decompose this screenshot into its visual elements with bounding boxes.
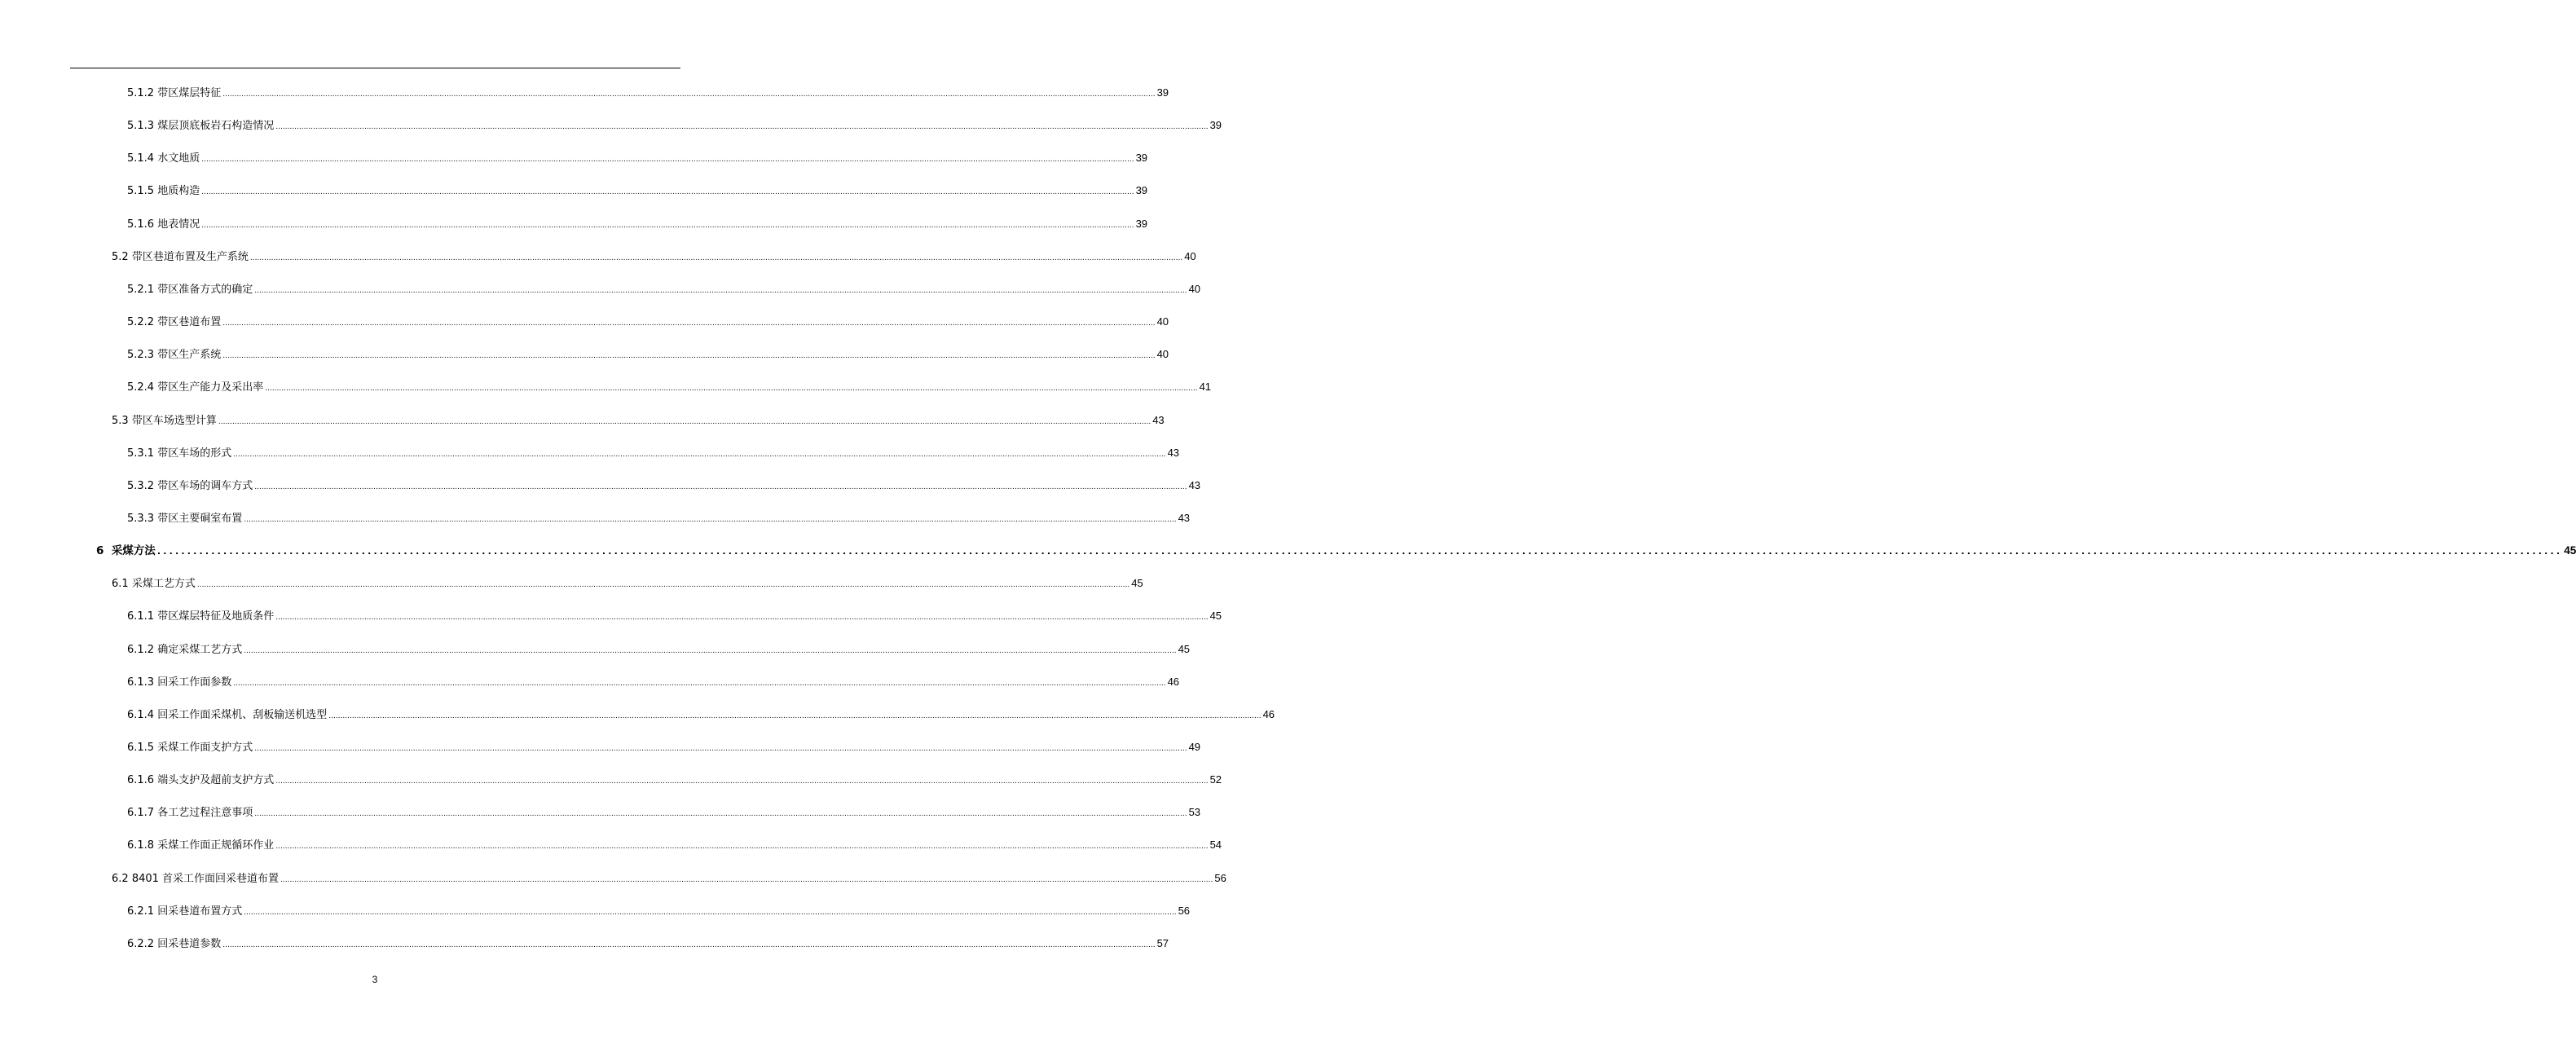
- dot-leader: ................................................................................................................................................................................................................................................................................................................................................................................................................: [280, 876, 1213, 884]
- toc-entry-page: 41: [1199, 381, 1212, 393]
- toc-entry[interactable]: [127, 477, 1201, 495]
- toc-entry-title: 水文地质: [157, 152, 200, 165]
- toc-entry-number: 5.2.3: [127, 349, 155, 361]
- toc-entry[interactable]: [127, 771, 1222, 789]
- toc-entry[interactable]: [112, 869, 1226, 887]
- toc-entry-page: 39: [1135, 218, 1148, 230]
- toc-entry-number: 6.2.1: [127, 905, 155, 918]
- dot-leader: ................................................................................................................................................................................................................................................................................................................................................................................................................: [196, 581, 1130, 589]
- toc-entry-title: 回采巷道参数: [157, 938, 222, 950]
- dot-leader: ................................................................................................................................................................................................................................................................................................................................................................................................................: [156, 546, 2563, 557]
- toc-entry[interactable]: [127, 738, 1201, 756]
- toc-entry-page: 45: [1209, 610, 1222, 622]
- dot-leader: ................................................................................................................................................................................................................................................................................................................................................................................................................: [244, 516, 1177, 524]
- toc-entry-number: 6.1.6: [127, 774, 155, 786]
- toc-entry-page: 56: [1178, 905, 1191, 917]
- toc-entry-title: 带区车场的形式: [157, 447, 232, 460]
- dot-leader: ................................................................................................................................................................................................................................................................................................................................................................................................................: [222, 941, 1156, 949]
- toc-entry[interactable]: [127, 803, 1201, 821]
- dot-leader: ................................................................................................................................................................................................................................................................................................................................................................................................................: [201, 222, 1134, 230]
- toc-entry-title: 各工艺过程注意事项: [157, 807, 253, 819]
- dot-leader: ................................................................................................................................................................................................................................................................................................................................................................................................................: [328, 712, 1262, 720]
- toc-entry-page: 40: [1188, 283, 1201, 295]
- toc-entry-page: 39: [1135, 184, 1148, 196]
- toc-entry[interactable]: [127, 706, 1275, 724]
- toc-entry-page: 45: [1131, 577, 1143, 589]
- dot-leader: ................................................................................................................................................................................................................................................................................................................................................................................................................: [244, 647, 1177, 655]
- toc-entry-page: 39: [1209, 119, 1222, 131]
- toc-entry-page: 45: [2564, 544, 2576, 557]
- toc-entry[interactable]: [127, 902, 1191, 920]
- toc-entry-title: 带区准备方式的确定: [157, 284, 253, 296]
- dot-leader: ................................................................................................................................................................................................................................................................................................................................................................................................................: [254, 483, 1187, 491]
- toc-entry-page: 46: [1262, 708, 1275, 720]
- dot-leader: ................................................................................................................................................................................................................................................................................................................................................................................................................: [275, 614, 1209, 622]
- toc-entry-title: 采煤方法: [111, 544, 156, 557]
- toc-entry-number: 6.1.8: [127, 839, 155, 852]
- toc-entry-page: 57: [1156, 937, 1169, 949]
- toc-entry-title: 地质构造: [157, 185, 200, 197]
- toc-entry-page: 54: [1209, 839, 1222, 851]
- toc-entry[interactable]: [127, 607, 1222, 625]
- toc-entry-number: 6.1: [112, 578, 129, 590]
- toc-entry-number: 5.2: [112, 251, 129, 263]
- dot-leader: ................................................................................................................................................................................................................................................................................................................................................................................................................: [275, 843, 1209, 851]
- toc-entry[interactable]: [112, 575, 1143, 592]
- dot-leader: ................................................................................................................................................................................................................................................................................................................................................................................................................: [201, 188, 1134, 196]
- toc-entry-title: 确定采煤工艺方式: [157, 644, 243, 656]
- toc-entry-title: 带区主要硐室布置: [157, 513, 243, 525]
- dot-leader: ................................................................................................................................................................................................................................................................................................................................................................................................................: [233, 451, 1166, 459]
- toc-entry-page: 52: [1209, 773, 1222, 786]
- dot-leader: ................................................................................................................................................................................................................................................................................................................................................................................................................: [222, 319, 1156, 328]
- toc-entry-page: 39: [1135, 152, 1148, 164]
- toc-entry-number: 5.1.6: [127, 218, 155, 231]
- toc-entry-page: 43: [1167, 447, 1180, 459]
- toc-entry-title: 带区巷道布置及生产系统: [131, 251, 249, 263]
- toc-entry[interactable]: [127, 84, 1169, 102]
- toc-entry[interactable]: [112, 248, 1196, 266]
- toc-entry-number: 6.1.5: [127, 742, 155, 754]
- toc-entry-page: 40: [1156, 348, 1169, 360]
- dot-leader: ................................................................................................................................................................................................................................................................................................................................................................................................................: [254, 287, 1187, 295]
- toc-entry-page: 43: [1152, 414, 1165, 426]
- toc-entry-number: 6.1.4: [127, 709, 155, 721]
- toc-entry-number: 5.1.3: [127, 120, 155, 132]
- toc-entry-title: 端头支护及超前支护方式: [157, 774, 275, 786]
- toc-entry-title: 采煤工艺方式: [131, 578, 196, 590]
- toc-entry[interactable]: [127, 117, 1222, 134]
- toc-entry[interactable]: [127, 149, 1148, 167]
- toc-entry[interactable]: [127, 182, 1148, 200]
- toc-entry[interactable]: [96, 542, 2576, 560]
- dot-leader: ................................................................................................................................................................................................................................................................................................................................................................................................................: [254, 745, 1187, 753]
- dot-leader: ................................................................................................................................................................................................................................................................................................................................................................................................................: [254, 810, 1187, 818]
- toc-entry-title: 煤层顶底板岩石构造情况: [157, 120, 275, 132]
- toc-entry-number: 5.1.4: [127, 152, 155, 165]
- toc-entry-title: 地表情况: [157, 218, 200, 231]
- toc-entry-number: 5.3.1: [127, 447, 155, 460]
- toc-entry-page: 40: [1184, 250, 1196, 262]
- toc-entry[interactable]: [127, 346, 1169, 363]
- toc-entry-page: 53: [1188, 806, 1201, 818]
- toc-entry[interactable]: [127, 673, 1180, 691]
- toc-entry-page: 43: [1188, 479, 1201, 491]
- toc-entry[interactable]: [127, 641, 1191, 658]
- toc-entry[interactable]: [127, 935, 1169, 953]
- toc-entry[interactable]: [127, 378, 1212, 396]
- dot-leader: ................................................................................................................................................................................................................................................................................................................................................................................................................: [222, 90, 1156, 99]
- toc-entry-number: 5.3.3: [127, 513, 155, 525]
- dot-leader: ................................................................................................................................................................................................................................................................................................................................................................................................................: [265, 385, 1198, 393]
- toc-entry-title: 采煤工作面支护方式: [157, 742, 253, 754]
- page-number: 3: [372, 974, 378, 985]
- toc-entry-title: 带区生产能力及采出率: [157, 381, 264, 394]
- toc-entry-page: 46: [1167, 676, 1180, 688]
- toc-entry-page: 40: [1156, 315, 1169, 328]
- toc-entry-title: 带区巷道布置: [157, 316, 222, 328]
- dot-leader: ................................................................................................................................................................................................................................................................................................................................................................................................................: [222, 352, 1156, 360]
- toc-entry-number: 6.2: [112, 873, 129, 885]
- toc-entry[interactable]: [127, 444, 1180, 462]
- toc-entry-number: 5.3: [112, 415, 129, 427]
- toc-entry-title: 带区生产系统: [157, 349, 222, 361]
- toc-entry-page: 43: [1178, 512, 1191, 524]
- toc-entry-title: 采煤工作面正规循环作业: [157, 839, 275, 852]
- toc-entry-title: 回采工作面采煤机、刮板输送机选型: [157, 709, 328, 721]
- dot-leader: ................................................................................................................................................................................................................................................................................................................................................................................................................: [201, 156, 1134, 164]
- toc-entry[interactable]: [127, 215, 1148, 233]
- toc-entry[interactable]: [127, 509, 1191, 527]
- toc-entry-number: 5.1.2: [127, 87, 155, 99]
- toc-entry-title: 带区车场选型计算: [131, 415, 217, 427]
- toc-entry-number: 6.1.1: [127, 610, 155, 623]
- toc-entry-page: 45: [1178, 643, 1191, 655]
- toc-entry-page: 56: [1214, 872, 1226, 884]
- toc-entry[interactable]: [127, 313, 1169, 331]
- dot-leader: ................................................................................................................................................................................................................................................................................................................................................................................................................: [218, 418, 1151, 426]
- toc-entry-page: 49: [1188, 741, 1201, 753]
- toc-entry-title: 带区煤层特征及地质条件: [157, 610, 275, 623]
- toc-entry-title: 带区煤层特征: [157, 87, 222, 99]
- toc-entry[interactable]: [112, 412, 1165, 429]
- toc-entry-number: 6.2.2: [127, 938, 155, 950]
- toc-entry-number: 5.3.2: [127, 480, 155, 492]
- dot-leader: ................................................................................................................................................................................................................................................................................................................................................................................................................: [244, 909, 1177, 917]
- toc-entry-number: 5.1.5: [127, 185, 155, 197]
- toc-entry-number: 5.2.1: [127, 284, 155, 296]
- toc-entry-number: 6: [96, 544, 104, 557]
- toc-entry-number: 5.2.4: [127, 381, 155, 394]
- dot-leader: ................................................................................................................................................................................................................................................................................................................................................................................................................: [275, 123, 1209, 131]
- toc-entry-title: 带区车场的调车方式: [157, 480, 253, 492]
- toc-entry-title: 回采巷道布置方式: [157, 905, 243, 918]
- toc-entry[interactable]: [127, 836, 1222, 854]
- toc-entry-number: 5.2.2: [127, 316, 155, 328]
- dot-leader: ................................................................................................................................................................................................................................................................................................................................................................................................................: [275, 777, 1209, 786]
- toc-entry-number: 6.1.2: [127, 644, 155, 656]
- dot-leader: ................................................................................................................................................................................................................................................................................................................................................................................................................: [233, 680, 1166, 688]
- toc-entry-number: 6.1.7: [127, 807, 155, 819]
- toc-entry-title: 8401 首采工作面回采巷道布置: [131, 873, 280, 885]
- toc-entry-title: 回采工作面参数: [157, 676, 232, 689]
- toc-entry-number: 6.1.3: [127, 676, 155, 689]
- dot-leader: ................................................................................................................................................................................................................................................................................................................................................................................................................: [249, 254, 1183, 262]
- toc-entry[interactable]: [127, 280, 1201, 298]
- toc-entry-page: 39: [1156, 86, 1169, 99]
